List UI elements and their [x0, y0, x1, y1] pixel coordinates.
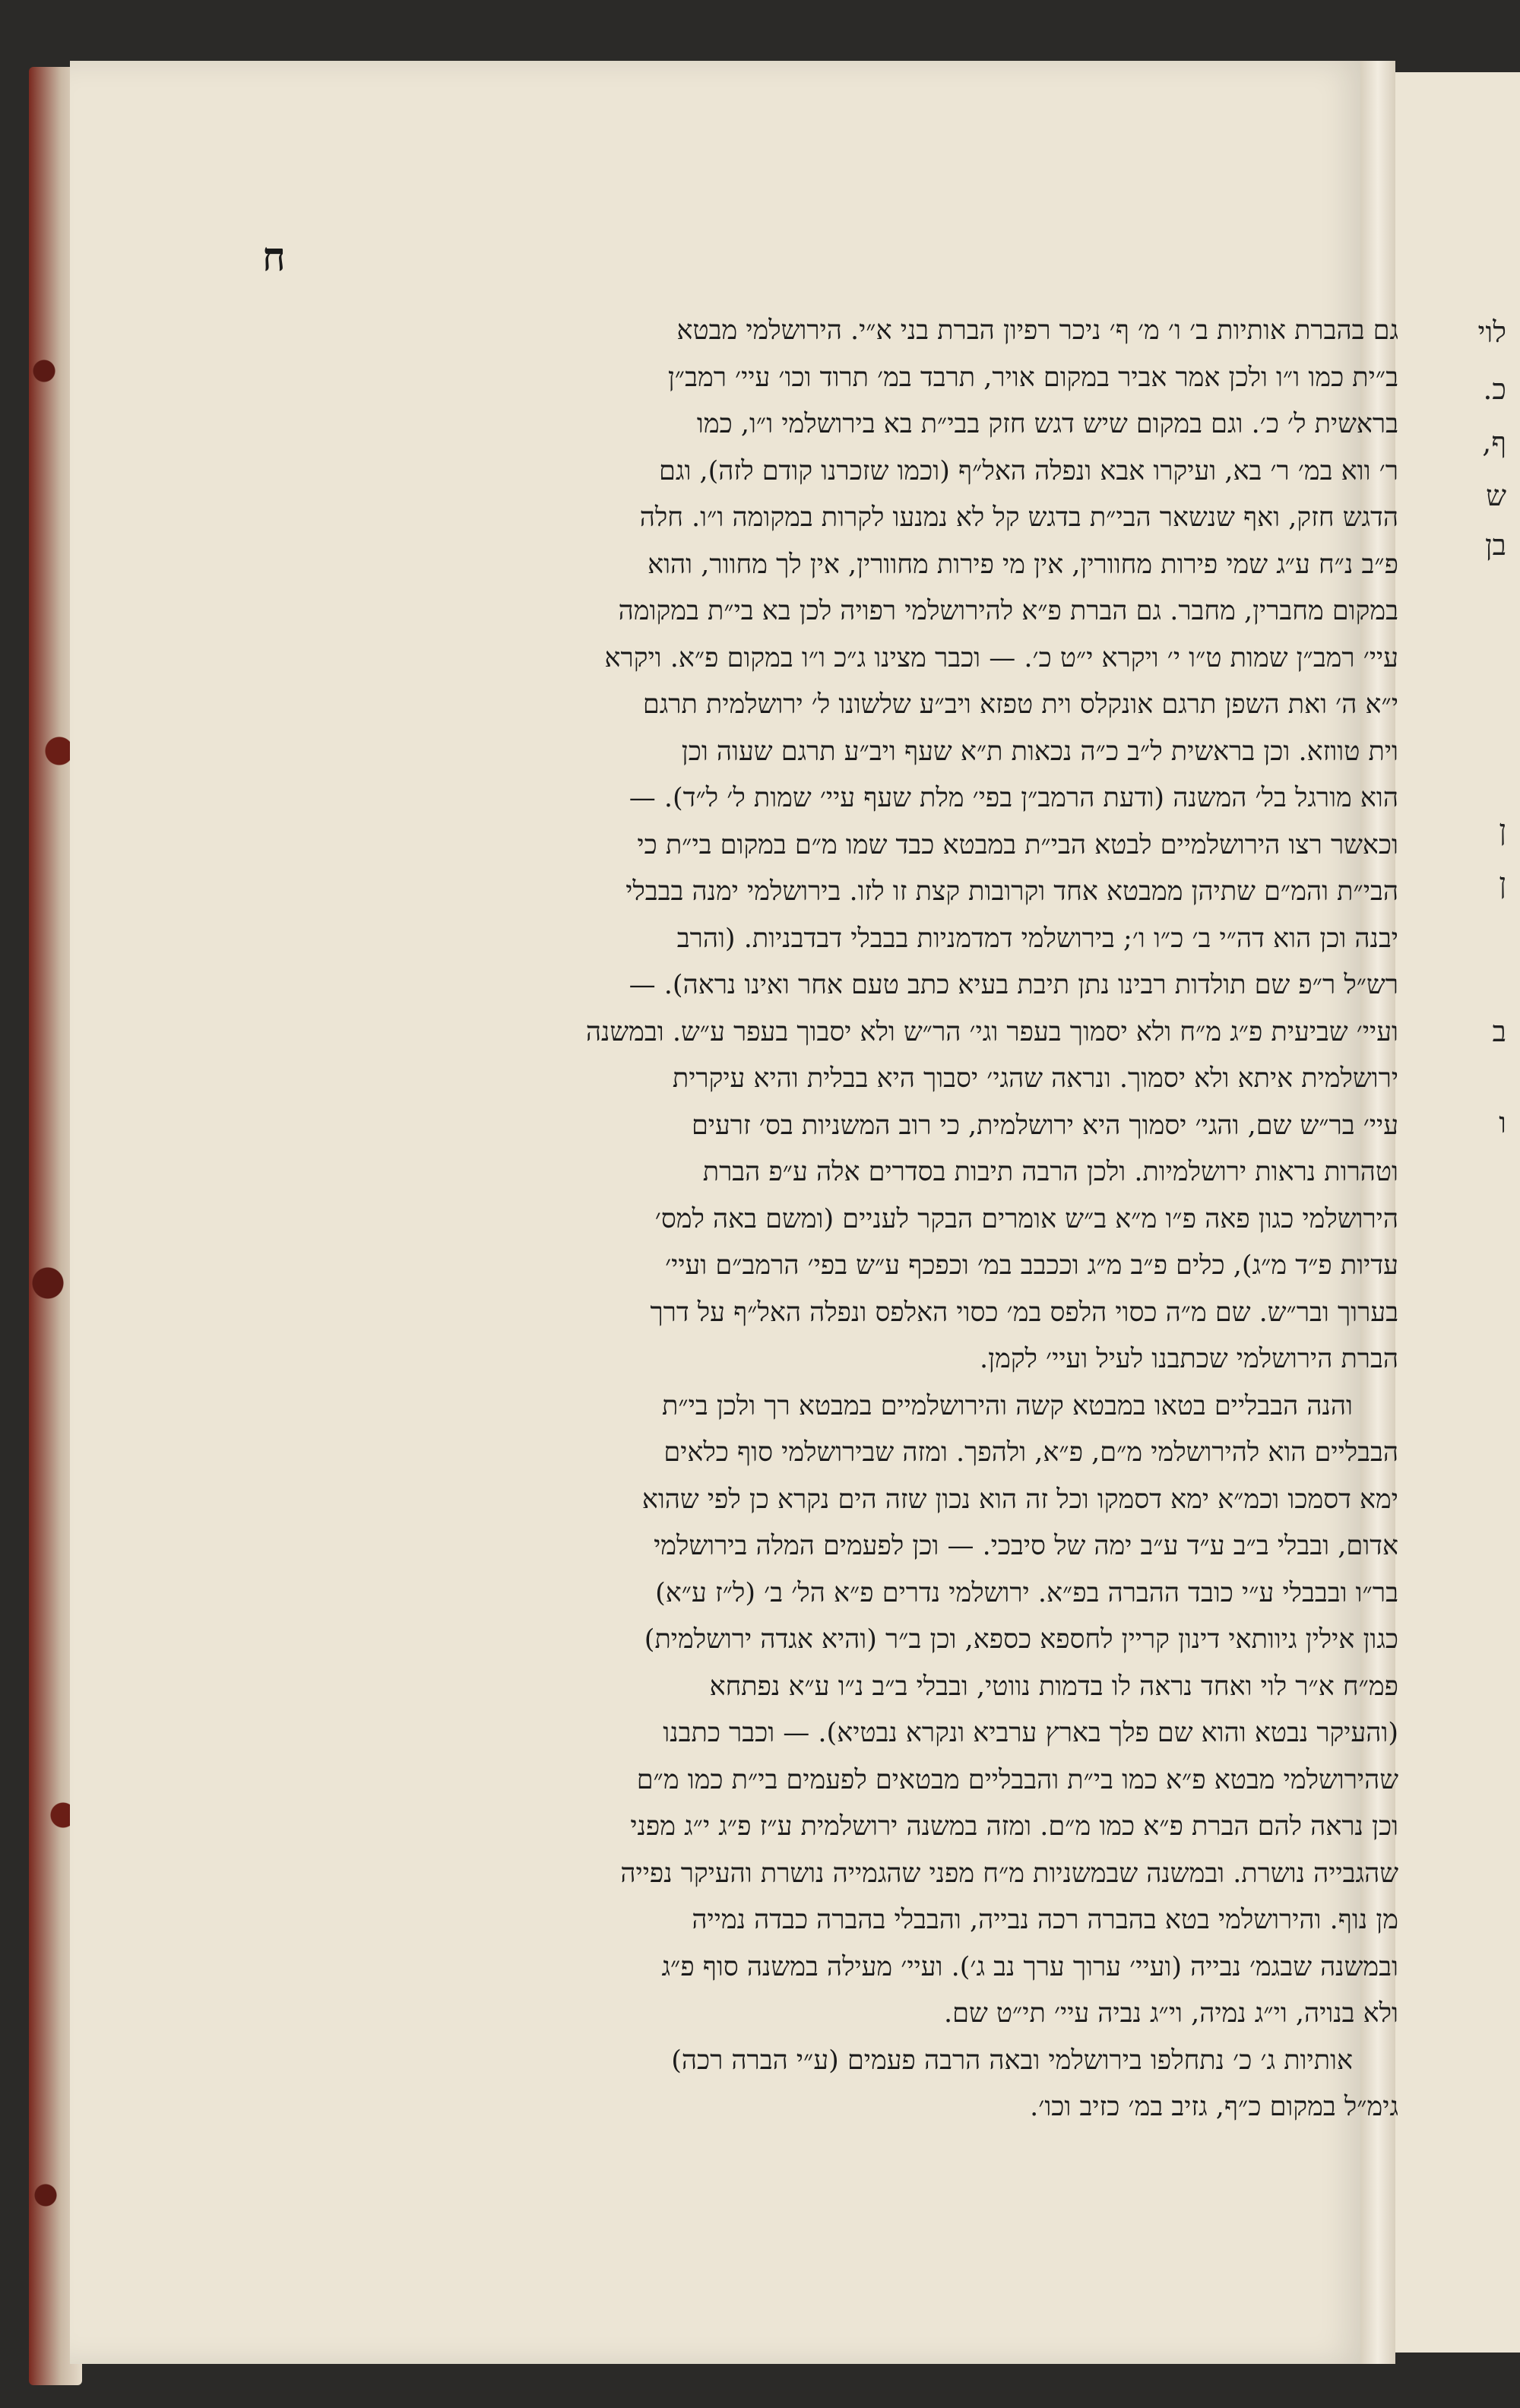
text-line: בערוך ובר״ש. שם מ״ה כסוי הלפס במ׳ כסוי האלפס ונפלה האל״ף על דרך	[650, 1297, 1398, 1328]
next-page-fragment: בן	[1485, 528, 1506, 562]
next-page-fragment: ן	[1499, 813, 1506, 847]
text-line: הדגש חזק, ואף שנשאר הבי״ת בדגש קל לא נמנעו לקרות במקומה ו״ו. חלה	[639, 502, 1398, 533]
text-line: עיי׳ רמב״ן שמות ט״ו י׳ ויקרא י״ט כ׳. — וכבר מצינו ג״כ ו״ו במקום פ״א. ויקרא	[604, 642, 1398, 673]
text-line: עדיות פ״ד מ״ג), כלים פ״ב מ״ג וככבב במ׳ וכפכף ע״ש בפי׳ הרמב״ם ועיי׳	[665, 1250, 1398, 1281]
next-page-fragment: כ.	[1483, 372, 1506, 406]
next-page-edge	[1395, 72, 1520, 2353]
next-page-fragment: לוי	[1477, 315, 1506, 349]
text-line: וכן נראה להם הברת פ״א כמו מ״ם. ומזה במשנה ירושלמית ע״ז פ״ג י״ג מפני	[630, 1811, 1398, 1842]
text-line: ירושלמית איתא ולא יסמוך. ונראה שהגי׳ יסבוך היא בבלית והיא עיקרית	[672, 1063, 1398, 1094]
text-line: וית טווזא. וכן בראשית ל״ב כ״ה נכאות ת״א שעף ויב״ע תרגם שעוה וכן	[681, 736, 1398, 767]
text-line: אדום, ובבלי ב״ב ע״ד ע״ב ימה של סיבכי. — וכן לפעמים המלה בירושלמי	[654, 1531, 1398, 1561]
text-line: שהגבייה נושרת. ובמשנה שבמשניות מ״ח מפני שהגמייה נושרת והעיקר נפייה	[620, 1858, 1398, 1889]
text-line: פ״ב נ״ח ע״ג שמי פירות מחוורין, אין מי פירות מחוורין, אין לך מחוור, והוא	[648, 549, 1398, 580]
text-line: גימ״ל במקום כ״ף, גזיב במ׳ כזיב וכו׳.	[1030, 2092, 1398, 2122]
next-page-fragment: ש	[1486, 479, 1506, 512]
text-line: מן נוף. והירושלמי בטא בהברה רכה נבייה, והבבלי בהברה כבדה נמייה	[692, 1905, 1398, 1935]
text-line: והנה הבבליים בטאו במבטא קשה והירושלמיים במבטא רך ולכן בי״ת	[662, 1390, 1353, 1421]
text-line: יבנה וכן הוא דה״י ב׳ כ״ו ו׳; בירושלמי דמדמניות בבבלי דבדבניות. (והרב	[676, 923, 1398, 954]
text-line: במקום מחברין, מחבר. גם הברת פ״א להירושלמי רפויה לכן בא בי״ת במקומה	[618, 596, 1398, 626]
text-line: בראשית ל׳ כ׳. וגם במקום שיש דגש חזק בבי״ת בא בירושלמי ו״ו, כמו	[696, 409, 1398, 439]
text-line: ר׳ ווא במ׳ ר׳ בא, ועיקרו אבא ונפלה האל״ף (וכמו שזכרנו קודם לזה), וגם	[659, 455, 1398, 486]
body-text	[289, 308, 1398, 2131]
text-line: הבי״ת והמ״ם שתיהן ממבטא אחד וקרובות קצת זו לזו. בירושלמי ימנה בבבלי	[625, 876, 1398, 907]
text-line: י״א ה׳ ואת השפן תרגם אונקלס וית טפזא ויב״ע שלשונו ל׳ ירושלמית תרגם	[642, 689, 1398, 720]
text-line: הוא מורגל בל׳ המשנה (ודעת הרמב״ן בפי׳ מלת שעף עיי׳ שמות ל׳ ל״ד). —	[629, 783, 1398, 813]
text-line: פמ״ח א״ר לוי ואחד נראה לו בדמות נווטי, ובבלי ב״ב נ״ו ע״א נפתחא	[709, 1671, 1398, 1702]
text-line: ב״ית כמו ו״ו ולכן אמר אביר במקום אויר, תרבד במ׳ תרוד וכו׳ עיי׳ רמב״ן	[667, 362, 1398, 393]
next-page-fragment: ן	[1499, 867, 1506, 900]
text-line: שהירושלמי מבטא פ״א כמו בי״ת והבבליים מבטאים לפעמים בי״ת כמו מ״ם	[636, 1764, 1398, 1795]
text-line: הבבליים הוא להירושלמי מ״ם, פ״א, ולהפך. ומזה שבירושלמי סוף כלאים	[663, 1437, 1398, 1468]
text-line: וטהרות נראות ירושלמיות. ולכן הרבה תיבות בסדרים אלה ע״פ הברת	[702, 1157, 1398, 1187]
text-line: (והעיקר נבטא והוא שם פלך בארץ ערביא ונקרא נבטיא). — וכבר כתבנו	[663, 1718, 1398, 1748]
text-line: הירושלמי כגון פאה פ״ו מ״א ב״ש אומרים הבקר לעניים (ומשם באה למס׳	[654, 1203, 1398, 1234]
text-line: וכאשר רצו הירושלמיים לבטא הבי״ת במבטא כבד שמו מ״ם במקום בי״ת כי	[637, 829, 1398, 860]
text-line: הברת הירושלמי שכתבנו לעיל ועיי׳ לקמן.	[980, 1344, 1398, 1374]
text-line: עיי׳ בר״ש שם, והגי׳ יסמוך היא ירושלמית, כי רוב המשניות בס׳ זרעים	[691, 1110, 1398, 1141]
text-line: ימא דסמכו וכמ״א ימא דסמקו וכל זה הוא נכון שזה הים נקרא כן לפי שהוא	[641, 1484, 1398, 1515]
text-line: גם בהברת אותיות ב׳ ו׳ מ׳ ף׳ ניכר רפיון הברת בני א״י. הירושלמי מבטא	[676, 315, 1398, 346]
next-page-fragment: ב	[1492, 1015, 1506, 1048]
text-line: רש״ל ר״פ שם תולדות רבינו נתן תיבת בעיא כתב טעם אחר ואינו נראה). —	[629, 970, 1398, 1000]
next-page-fragment: ו	[1499, 1106, 1506, 1139]
text-line: ובמשנה שבגמ׳ נבייה (ועיי׳ ערוך ערך נב ג׳). ועיי׳ מעילה במשנה סוף פ״ג	[661, 1951, 1398, 1982]
page-number: ח	[262, 234, 286, 280]
next-page-fragment: ף,	[1482, 426, 1506, 459]
text-line: כגון אילין גיוותאי דינון קריין לחספא כספא, וכן ב״ר (והיא אגדה ירושלמית)	[644, 1624, 1398, 1655]
text-line: אותיות ג׳ כ׳ נתחלפו בירושלמי ובאה הרבה פעמים (ע״י הברה רכה)	[671, 2045, 1353, 2076]
text-line: ועיי׳ שביעית פ״ג מ״ח ולא יסמוך בעפר וגי׳ הר״ש ולא יסבוך בעפר ע״ש. ובמשנה	[585, 1016, 1398, 1047]
text-line: ולא בנויה, וי״ג נמיה, וי״ג נביה עיי׳ תי״ט שם.	[943, 1998, 1398, 2029]
text-line: בר״ו ובבבלי ע״י כובד ההברה בפ״א. ירושלמי נדרים פ״א הל׳ ב׳ (ל״ז ע״א)	[655, 1577, 1398, 1608]
